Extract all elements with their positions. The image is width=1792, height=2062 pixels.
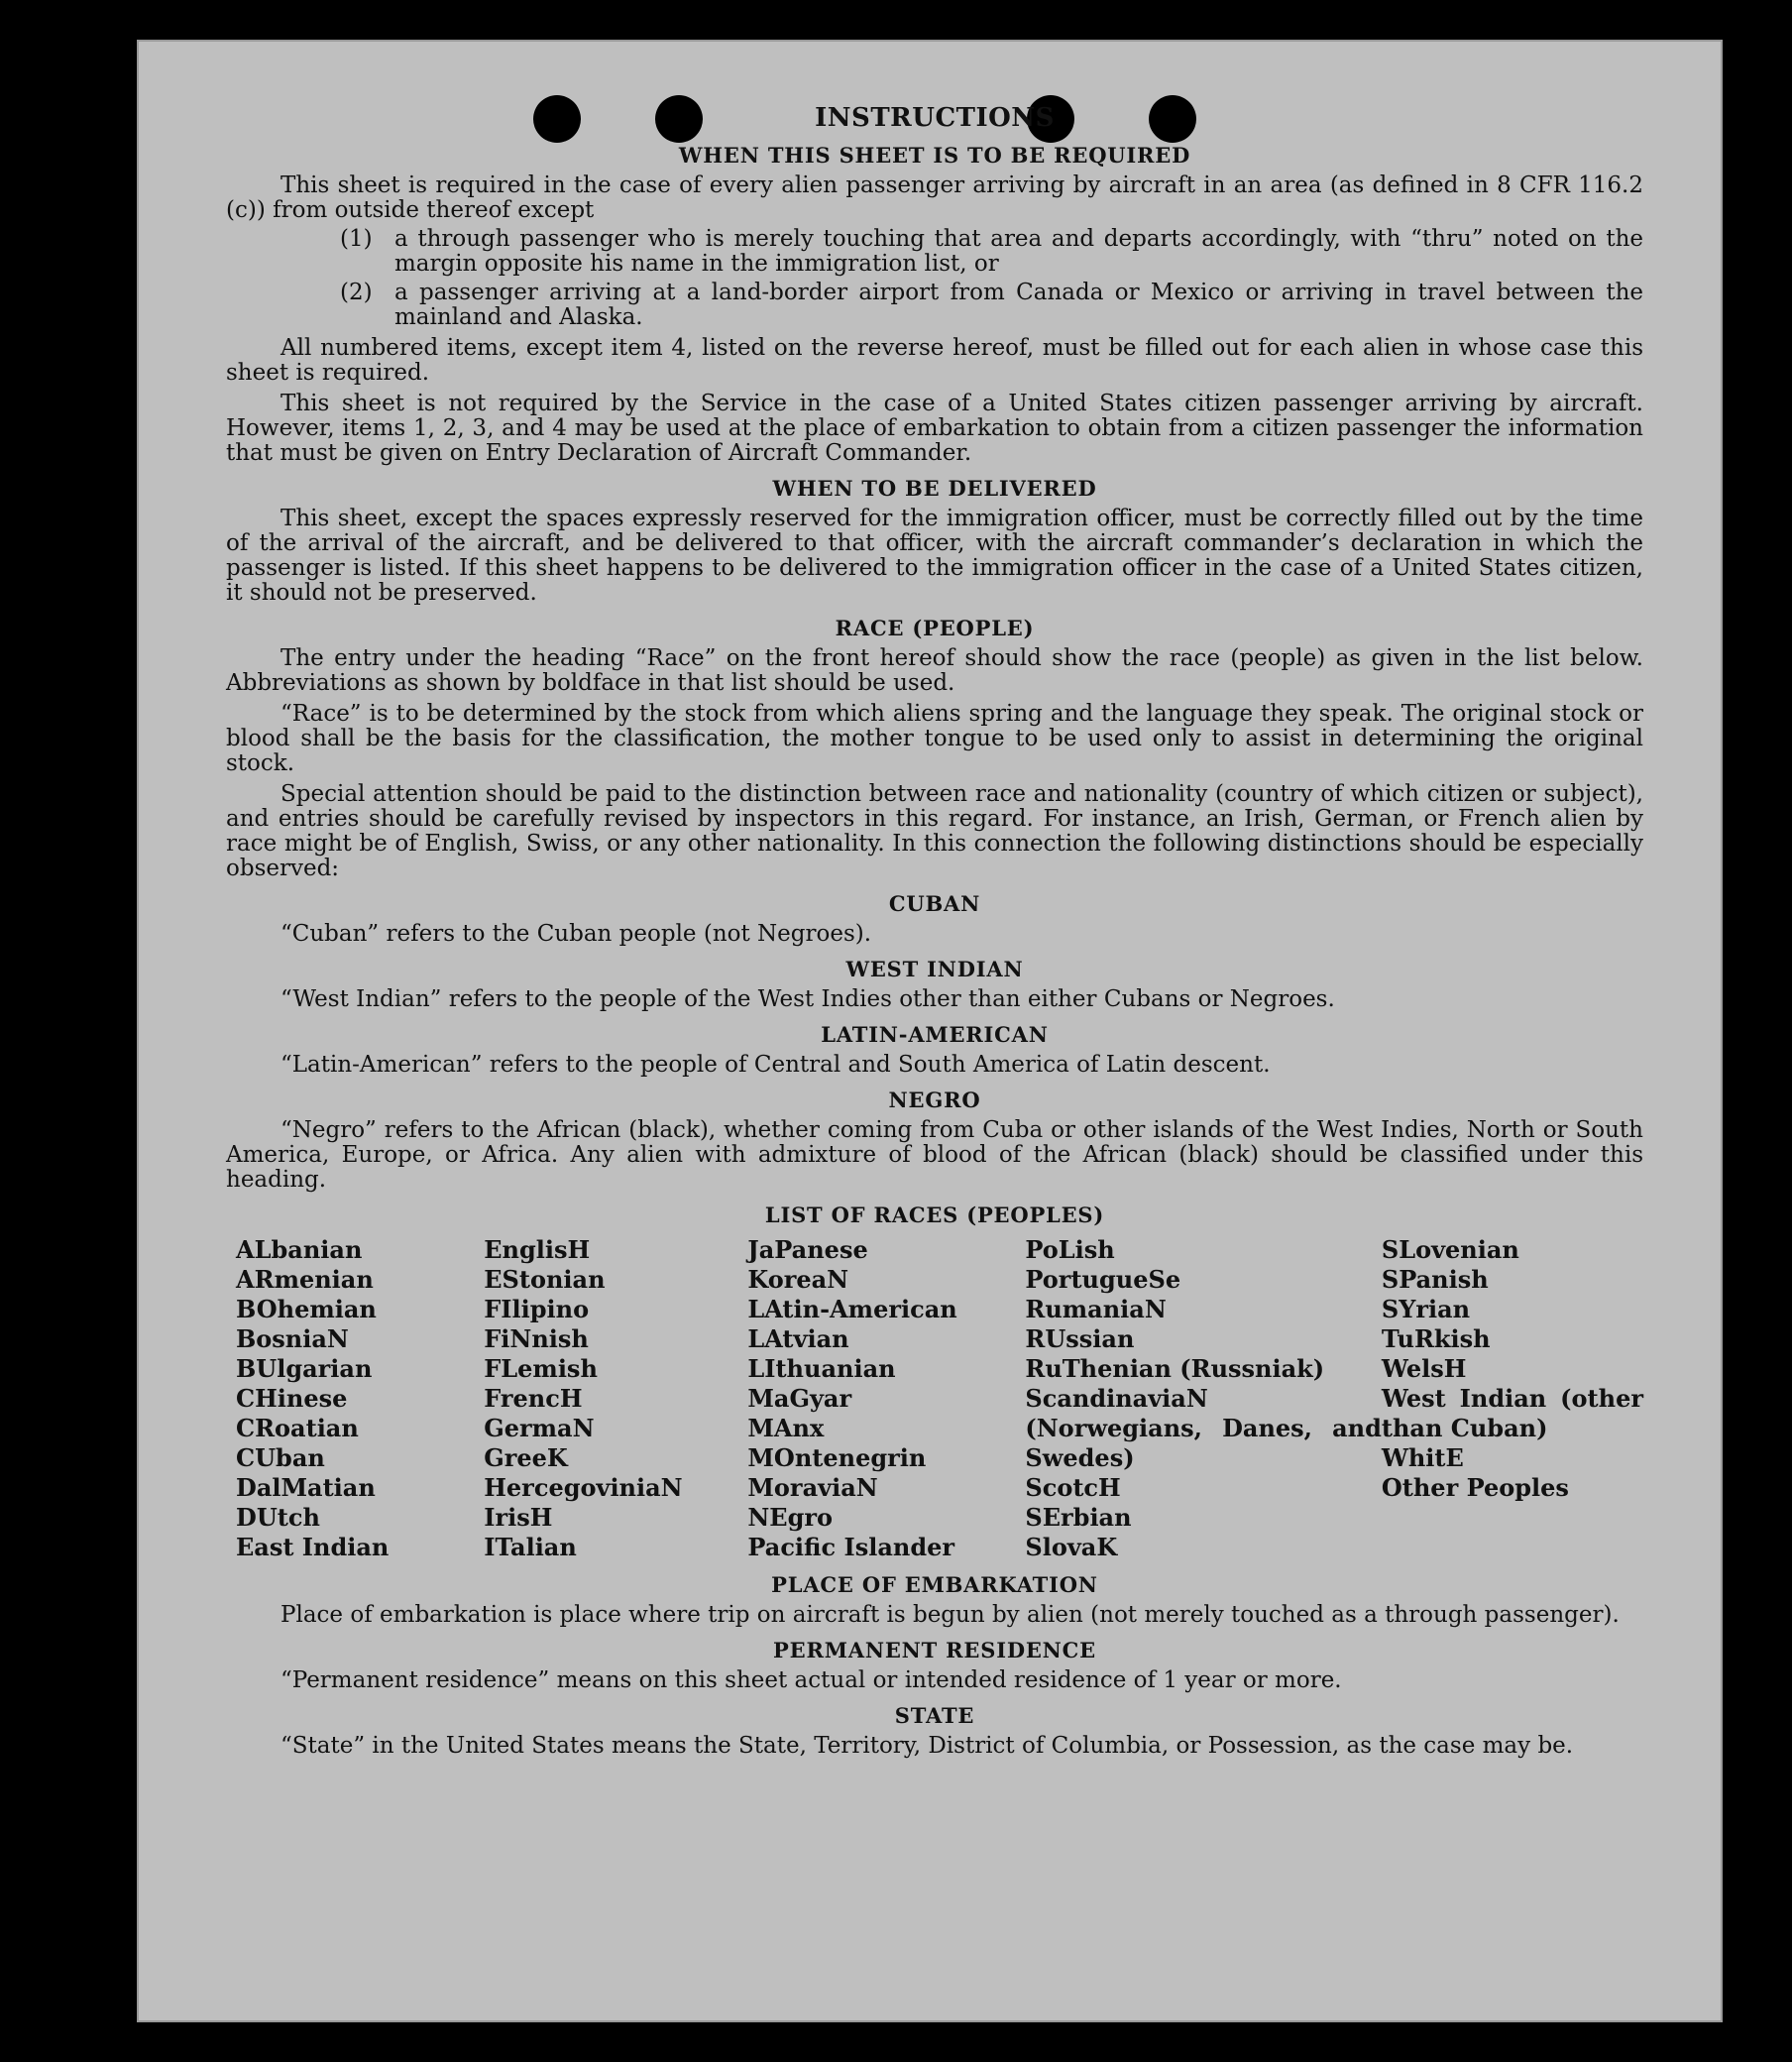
paragraph: “Cuban” refers to the Cuban people (not Negroes). — [280, 921, 872, 947]
race-entry: FIlipino — [484, 1295, 590, 1323]
race-entry: EStonian — [484, 1265, 606, 1294]
heading-list-of-races: LIST OF RACES (PEOPLES) — [764, 1203, 1105, 1227]
race-entry: FLemish — [484, 1354, 598, 1383]
race-entry: MaGyar — [747, 1384, 852, 1413]
race-entry: CUban — [236, 1443, 325, 1472]
race-entry: BosniaN — [236, 1324, 349, 1353]
document-body — [226, 103, 1643, 1759]
race-entry: TuRkish — [1381, 1324, 1491, 1353]
heading-when-required: WHEN THIS SHEET IS TO BE REQUIRED — [678, 143, 1191, 168]
race-entry: JaPanese — [747, 1235, 868, 1264]
heading-race: RACE (PEOPLE) — [835, 616, 1035, 640]
paragraph: The entry under the heading “Race” on the front hereof should show the race (people) as given in the list below. Abbreviations as shown by boldface in that list should be used. — [226, 645, 1643, 696]
race-entry: CHinese — [236, 1384, 348, 1413]
race-entry: ARmenian — [236, 1265, 374, 1294]
race-entry: PoLish — [1025, 1235, 1115, 1264]
race-entry: MoraviaN — [747, 1473, 878, 1502]
race-entry: CRoatian — [236, 1414, 359, 1442]
race-entry: DUtch — [236, 1503, 320, 1532]
race-entry: ALbanian — [236, 1235, 363, 1264]
race-entry: BUlgarian — [236, 1354, 373, 1383]
page-title: INSTRUCTIONS — [815, 103, 1055, 133]
race-entry: RuThenian (Russniak) — [1025, 1354, 1325, 1383]
paragraph: “Permanent residence” means on this sheet actual or intended residence of 1 year or more. — [280, 1667, 1342, 1693]
race-entry: HercegoviniaN — [484, 1473, 683, 1502]
race-entry: RUssian — [1025, 1324, 1135, 1353]
race-entry: ITalian — [484, 1533, 577, 1561]
item-text: a passenger arriving at a land-border airport from Canada or Mexico or arriving in travel between the mainland and Alaska. — [394, 280, 1643, 330]
race-column — [1025, 1235, 1381, 1562]
race-entry: SYrian — [1381, 1295, 1471, 1323]
heading-negro: NEGRO — [888, 1088, 981, 1112]
race-entry: SPanish — [1381, 1265, 1489, 1294]
heading-latin-american: LATIN-AMERICAN — [821, 1022, 1049, 1047]
race-entry: ScandinaviaN (Norwegians, Danes, and Swedes) — [1025, 1384, 1382, 1472]
paragraph: All numbered items, except item 4, listed on the reverse hereof, must be filled out for each alien in whose case this sheet is required. — [226, 335, 1643, 386]
race-column — [1382, 1235, 1643, 1562]
race-entry: GermaN — [484, 1414, 595, 1442]
race-entry: LAtin-American — [747, 1295, 957, 1323]
race-entry: MAnx — [747, 1414, 825, 1442]
race-entry: PortugueSe — [1025, 1265, 1181, 1294]
race-entry: LIthuanian — [747, 1354, 896, 1383]
race-entry: DalMatian — [236, 1473, 376, 1502]
race-entry: SLovenian — [1381, 1235, 1519, 1264]
race-entry: BOhemian — [236, 1295, 377, 1323]
paragraph: Special attention should be paid to the distinction between race and nationality (country of which citizen or subject), and entries should be carefully revised by inspectors in this regard. For instance, an Irish, German, or French alien by race might be of English, Swiss, or any other nationality. In this connection the following distinctions should be especially observed: — [226, 781, 1643, 881]
heading-west-indian: WEST INDIAN — [845, 957, 1024, 981]
race-entry: LAtvian — [747, 1324, 849, 1353]
race-entry: ScotcH — [1025, 1473, 1121, 1502]
race-entry: GreeK — [484, 1443, 568, 1472]
race-column — [747, 1235, 1025, 1562]
heading-cuban: CUBAN — [888, 891, 981, 916]
paragraph: “Negro” refers to the African (black), whether coming from Cuba or other islands of the West Indies, North or South America, Europe, or Africa. Any alien with admixture of blood of the African (black) should be classified under this heading. — [226, 1117, 1643, 1193]
paragraph: “West Indian” refers to the people of the West Indies other than either Cubans or Negroes. — [280, 986, 1335, 1012]
list-item — [340, 227, 1643, 277]
paragraph: This sheet is required in the case of every alien passenger arriving by aircraft in an area (as defined in 8 CFR 116.2 (c)) from outside thereof except — [226, 172, 1643, 223]
race-entry: EnglisH — [484, 1235, 591, 1264]
race-column — [484, 1235, 747, 1562]
heading-when-delivered: WHEN TO BE DELIVERED — [772, 476, 1097, 501]
race-entry: MOntenegrin — [747, 1443, 927, 1472]
race-entry: East Indian — [236, 1533, 390, 1561]
race-entry: WelsH — [1381, 1354, 1467, 1383]
paragraph: Place of embarkation is place where trip on aircraft is begun by alien (not merely touched as a through passenger). — [280, 1602, 1620, 1628]
race-entry: WhitE — [1381, 1443, 1464, 1472]
paragraph: This sheet, except the spaces expressly reserved for the immigration officer, must be correctly filled out by the time of the arrival of the aircraft, and be delivered to that officer, with the aircraft commander’s declaration in which the passenger is listed. If this sheet happens to be delivered to the immigration officer in the case of a United States citizen, it should not be preserved. — [226, 506, 1643, 606]
race-entry: IrisH — [484, 1503, 553, 1532]
race-entry: FiNnish — [484, 1324, 589, 1353]
item-number: (2) — [340, 280, 373, 305]
race-column — [236, 1235, 484, 1562]
race-entry: RumaniaN — [1025, 1295, 1167, 1323]
paragraph: “Latin-American” refers to the people of Central and South America of Latin descent. — [280, 1052, 1271, 1078]
race-entry: NEgro — [747, 1503, 834, 1532]
race-entry: SlovaK — [1025, 1533, 1118, 1561]
race-entry: Other Peoples — [1381, 1473, 1569, 1502]
race-entry: FrencH — [484, 1384, 583, 1413]
paragraph: “Race” is to be determined by the stock from which aliens spring and the language they speak. The original stock or blood shall be the basis for the classification, the mother tongue to be used only to assist in determining the original stock. — [226, 701, 1643, 776]
paragraph: This sheet is not required by the Service in the case of a United States citizen passenger arriving by aircraft. However, items 1, 2, 3, and 4 may be used at the place of embarkation to obtain from a citizen passenger the information that must be given on Entry Declaration of Aircraft Commander. — [226, 391, 1643, 466]
race-entry: SErbian — [1025, 1503, 1132, 1532]
instruction-sheet — [137, 40, 1723, 2022]
race-entry: West Indian (other than Cuban) — [1381, 1384, 1643, 1442]
heading-state: STATE — [894, 1703, 975, 1728]
race-entry: Pacific Islander — [747, 1533, 955, 1561]
item-number: (1) — [340, 226, 373, 252]
paragraph: “State” in the United States means the State, Territory, District of Columbia, or Possession, as the case may be. — [280, 1733, 1574, 1759]
race-entry: KoreaN — [747, 1265, 849, 1294]
list-item — [340, 281, 1643, 330]
item-text: a through passenger who is merely touching that area and departs accordingly, with “thru” noted on the margin opposite his name in the immigration list, or — [394, 226, 1643, 277]
heading-permanent-residence: PERMANENT RESIDENCE — [773, 1638, 1096, 1662]
race-list — [236, 1235, 1643, 1562]
heading-embarkation: PLACE OF EMBARKATION — [771, 1572, 1098, 1597]
